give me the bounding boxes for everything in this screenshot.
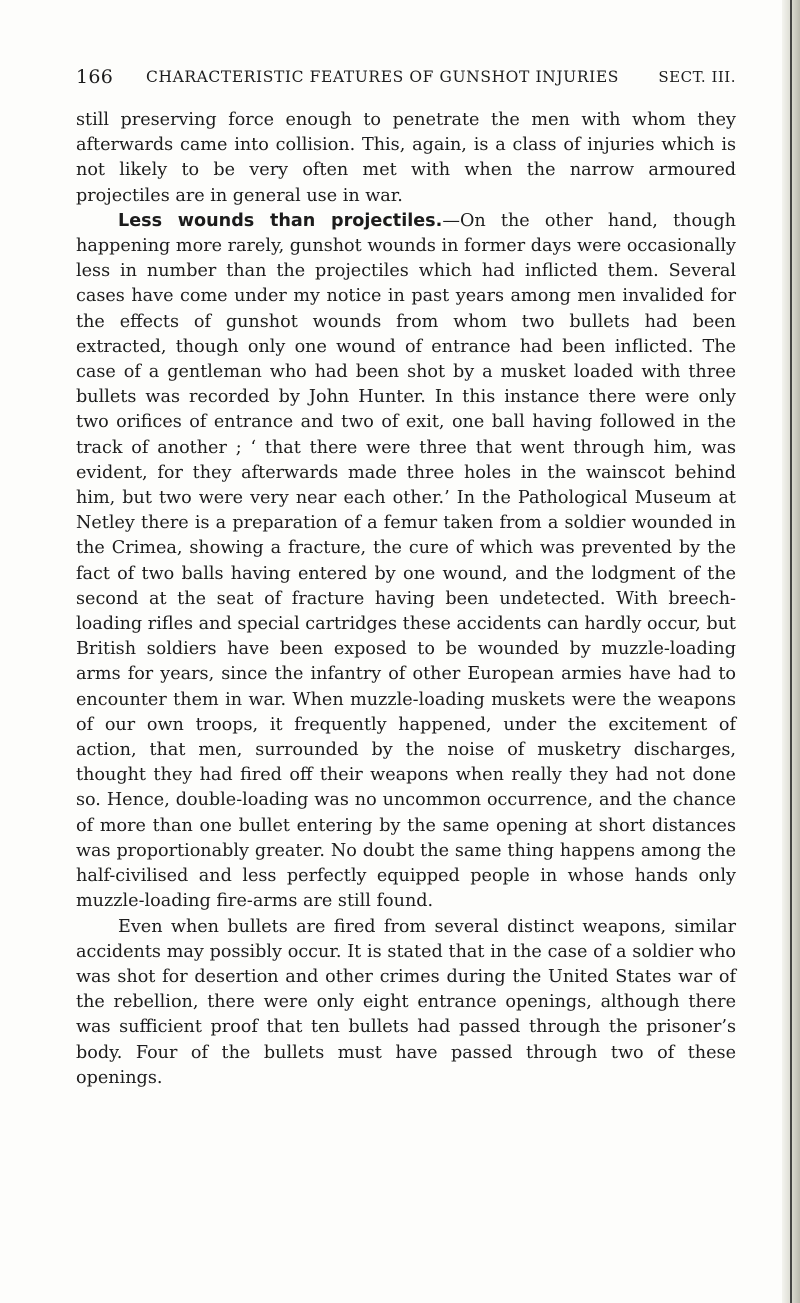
paragraph-text: —On the other hand, though happening more rarely, gunshot wounds in former days were occasionally less in number than the projectiles which had inflicted them. Several cases have come under my notice in past years among men invalided for the effects of gunshot wounds from whom two bullets had been extracted, though only one wound of entrance had been inflicted. The case of a gentleman who had been shot by a musket loaded with three bullets was recorded by John Hunter. In this instance there were only two orifices of entrance and two of exit, one ball having followed in the track of another ; ‘ that there were three that went through him, was evident, for they afterwards made three holes in the wainscot behind him, but two were very near each other.’ In the Pathological Museum at Netley there is a preparation of a femur taken from a soldier wounded in the Crimea, showing a fracture, the cure of which was prevented by the fact of two balls having entered by one wound, and the lodgment of the second at the seat of fracture having been undetected. With breech-loading rifles and special cartridges these accidents can hardly occur, but British soldiers have been exposed to be wounded by muzzle-loading arms for years, since the infantry of other European armies have had to encounter them in war. When muzzle-loading muskets were the weapons of our own troops, it frequently happened, under the excitement of action, that men, surrounded by the noise of musketry discharges, thought they had fired off their weapons when really they had not done so. Hence, double-loading was no uncommon occurrence, and the chance of more than one bullet entering by the same opening at short distances was proportionably greater. No doubt the same thing happens among the half-civilised and less perfectly equipped people in whose hands only muzzle-loading fire-arms are still found. [76,210,736,912]
paragraph [76,915,736,1091]
running-title: CHARACTERISTIC FEATURES OF GUNSHOT INJURIES [146,68,619,86]
sidehead: Less wounds than projectiles. [118,210,443,231]
page-number: 166 [76,66,114,88]
paragraph [76,108,736,209]
body-text [76,108,736,1091]
paragraph-text: still preserving force enough to penetrate the men with whom they afterwards came into collision. This, again, is a class of injuries which is not likely to be very often met with when the narrow armoured projectiles are in general use in war. [76,110,736,206]
page-gutter-edge [790,0,792,1303]
section-label: SECT. III. [658,68,736,86]
paragraph [76,209,736,915]
running-header [76,66,736,90]
paragraph-text: Even when bullets are fired from several distinct weapons, similar accidents may possibly occur. It is stated that in the case of a soldier who was shot for desertion and other crimes during the United States war of the rebellion, there were only eight entrance openings, although there was sufficient proof that ten bullets had passed through the prisoner’s body. Four of the bullets must have passed through two of these openings. [76,916,736,1088]
